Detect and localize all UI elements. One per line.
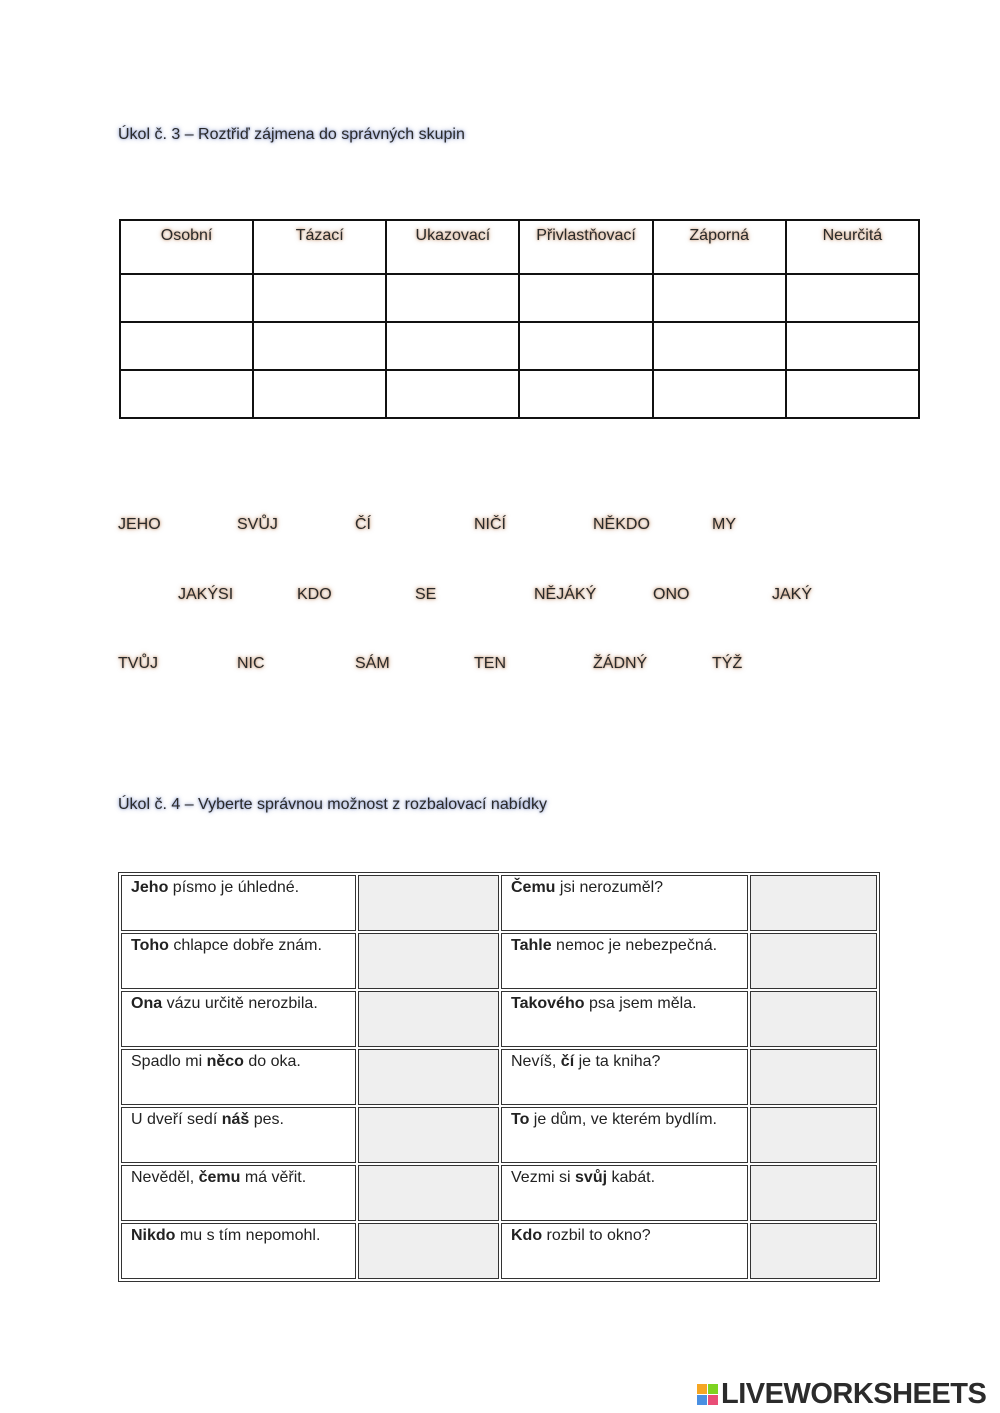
sentence-left	[121, 1107, 356, 1163]
sentence-left	[121, 1165, 356, 1221]
answer-dropdown[interactable]	[358, 991, 499, 1047]
sentence-text: má věřit.	[240, 1169, 307, 1186]
sentence-text: vázu určitě nerozbila.	[162, 995, 318, 1012]
drop-cell[interactable]	[786, 322, 919, 370]
pronoun-highlight: Čemu	[511, 879, 556, 896]
answer-dropdown[interactable]	[358, 1223, 499, 1279]
sentence-text: Spadlo mi	[131, 1053, 207, 1070]
drop-cell[interactable]	[519, 274, 652, 322]
sentence-right	[501, 1049, 748, 1105]
pronoun-highlight: To	[511, 1111, 530, 1128]
sentence-text: Nevíš,	[511, 1053, 561, 1070]
word-tvuj[interactable]: TVŮJ	[118, 655, 158, 672]
pronoun-highlight: Toho	[131, 937, 169, 954]
sentence-text: mu s tím nepomohl.	[175, 1227, 321, 1244]
pronoun-highlight: něco	[206, 1053, 244, 1070]
word-nekdo[interactable]: NĚKDO	[593, 516, 650, 533]
word-ten[interactable]: TEN	[474, 655, 506, 672]
sort-table-row	[120, 322, 919, 370]
sentence-left	[121, 875, 356, 931]
pronoun-highlight: Takového	[511, 995, 585, 1012]
answer-dropdown[interactable]	[358, 875, 499, 931]
sentence-right	[501, 933, 748, 989]
choice-row	[121, 1223, 877, 1279]
column-header-zaporna: Záporná	[653, 220, 786, 274]
sentence-text: jsi nerozuměl?	[555, 879, 664, 896]
choice-row	[121, 1049, 877, 1105]
drop-cell[interactable]	[519, 322, 652, 370]
sentence-left	[121, 1223, 356, 1279]
sentence-left	[121, 991, 356, 1047]
word-jeho[interactable]: JEHO	[118, 516, 161, 533]
word-se[interactable]: SE	[415, 586, 437, 603]
sentence-text: pes.	[249, 1111, 284, 1128]
word-svuj[interactable]: SVŮJ	[237, 516, 278, 533]
sentence-text: je ta kniha?	[574, 1053, 661, 1070]
sentence-left	[121, 1049, 356, 1105]
drop-cell[interactable]	[120, 370, 253, 418]
sentence-text: do oka.	[243, 1053, 301, 1070]
column-header-ukazovaci: Ukazovací	[386, 220, 519, 274]
logo-tile	[708, 1384, 718, 1394]
drop-cell[interactable]	[253, 274, 386, 322]
word-jakysi[interactable]: JAKÝSI	[178, 586, 234, 603]
word-ono[interactable]: ONO	[653, 586, 690, 603]
column-header-tazaci: Tázací	[253, 220, 386, 274]
answer-dropdown[interactable]	[358, 933, 499, 989]
drop-cell[interactable]	[120, 274, 253, 322]
sentence-text: Nevěděl,	[131, 1169, 199, 1186]
sentence-right	[501, 1107, 748, 1163]
word-tyz[interactable]: TÝŽ	[712, 655, 743, 672]
pronoun-highlight: Nikdo	[131, 1227, 176, 1244]
pronoun-highlight: náš	[221, 1111, 250, 1128]
answer-dropdown[interactable]	[750, 933, 877, 989]
sort-table	[119, 219, 920, 419]
drop-cell[interactable]	[653, 322, 786, 370]
liveworksheets-logo	[697, 1377, 986, 1411]
answer-dropdown[interactable]	[750, 1107, 877, 1163]
drop-cell[interactable]	[386, 370, 519, 418]
sentence-right	[501, 1223, 748, 1279]
word-nici[interactable]: NIČÍ	[474, 516, 506, 533]
sentence-text: Vezmi si	[511, 1169, 576, 1186]
column-header-osobni: Osobní	[120, 220, 253, 274]
logo-tile	[697, 1395, 707, 1405]
drop-cell[interactable]	[386, 274, 519, 322]
sentence-right	[501, 991, 748, 1047]
choice-row	[121, 991, 877, 1047]
sentence-text: chlapce dobře znám.	[168, 937, 322, 954]
drop-cell[interactable]	[653, 370, 786, 418]
drop-cell[interactable]	[386, 322, 519, 370]
pronoun-highlight: Kdo	[511, 1227, 543, 1244]
answer-dropdown[interactable]	[358, 1165, 499, 1221]
sort-table-row	[120, 370, 919, 418]
sort-table-header-row	[120, 220, 919, 274]
word-nejaky[interactable]: NĚJÁKÝ	[534, 586, 597, 603]
sentence-text: je dům, ve kterém bydlím.	[529, 1111, 717, 1128]
choice-row	[121, 1107, 877, 1163]
answer-dropdown[interactable]	[750, 1165, 877, 1221]
word-my[interactable]: MY	[712, 516, 736, 533]
column-header-privlastnovaci: Přivlastňovací	[519, 220, 652, 274]
task4-heading: Úkol č. 4 – Vyberte správnou možnost z rozbalovací nabídky	[118, 796, 547, 813]
sentence-right	[501, 875, 748, 931]
answer-dropdown[interactable]	[358, 1049, 499, 1105]
logo-mark-icon	[697, 1384, 718, 1405]
logo-tile	[708, 1395, 718, 1405]
pronoun-highlight: čemu	[198, 1169, 241, 1186]
column-header-neurcita: Neurčitá	[786, 220, 919, 274]
sentence-right	[501, 1165, 748, 1221]
task3-heading: Úkol č. 3 – Roztřiď zájmena do správných skupin	[118, 126, 465, 143]
sentence-text: U dveří sedí	[131, 1111, 222, 1128]
logo-text: LIVEWORKSHEETS	[721, 1377, 987, 1410]
logo-tile	[697, 1384, 707, 1394]
choice-table	[118, 872, 880, 1282]
pronoun-highlight: čí	[560, 1053, 575, 1070]
choice-row	[121, 933, 877, 989]
drop-cell[interactable]	[786, 370, 919, 418]
choice-row	[121, 1165, 877, 1221]
drop-cell[interactable]	[253, 370, 386, 418]
sentence-text: rozbil to okno?	[542, 1227, 651, 1244]
sentence-text: nemoc je nebezpečná.	[551, 937, 718, 954]
choice-row	[121, 875, 877, 931]
drop-cell[interactable]	[120, 322, 253, 370]
sentence-text: psa jsem měla.	[584, 995, 697, 1012]
drop-cell[interactable]	[786, 274, 919, 322]
word-sam[interactable]: SÁM	[355, 655, 390, 672]
pronoun-highlight: Ona	[131, 995, 163, 1012]
pronoun-highlight: svůj	[575, 1169, 608, 1186]
word-zadny[interactable]: ŽÁDNÝ	[593, 655, 648, 672]
sentence-left	[121, 933, 356, 989]
word-nic[interactable]: NIC	[237, 655, 265, 672]
pronoun-highlight: Jeho	[131, 879, 169, 896]
word-kdo[interactable]: KDO	[297, 586, 332, 603]
sort-table-row	[120, 274, 919, 322]
answer-dropdown[interactable]	[750, 991, 877, 1047]
word-jaky[interactable]: JAKÝ	[772, 586, 813, 603]
word-ci[interactable]: ČÍ	[355, 516, 371, 533]
drop-cell[interactable]	[519, 370, 652, 418]
answer-dropdown[interactable]	[750, 1223, 877, 1279]
pronoun-highlight: Tahle	[511, 937, 552, 954]
drop-cell[interactable]	[253, 322, 386, 370]
answer-dropdown[interactable]	[750, 875, 877, 931]
sentence-text: písmo je úhledné.	[168, 879, 300, 896]
sentence-text: kabát.	[607, 1169, 656, 1186]
drop-cell[interactable]	[653, 274, 786, 322]
answer-dropdown[interactable]	[358, 1107, 499, 1163]
answer-dropdown[interactable]	[750, 1049, 877, 1105]
